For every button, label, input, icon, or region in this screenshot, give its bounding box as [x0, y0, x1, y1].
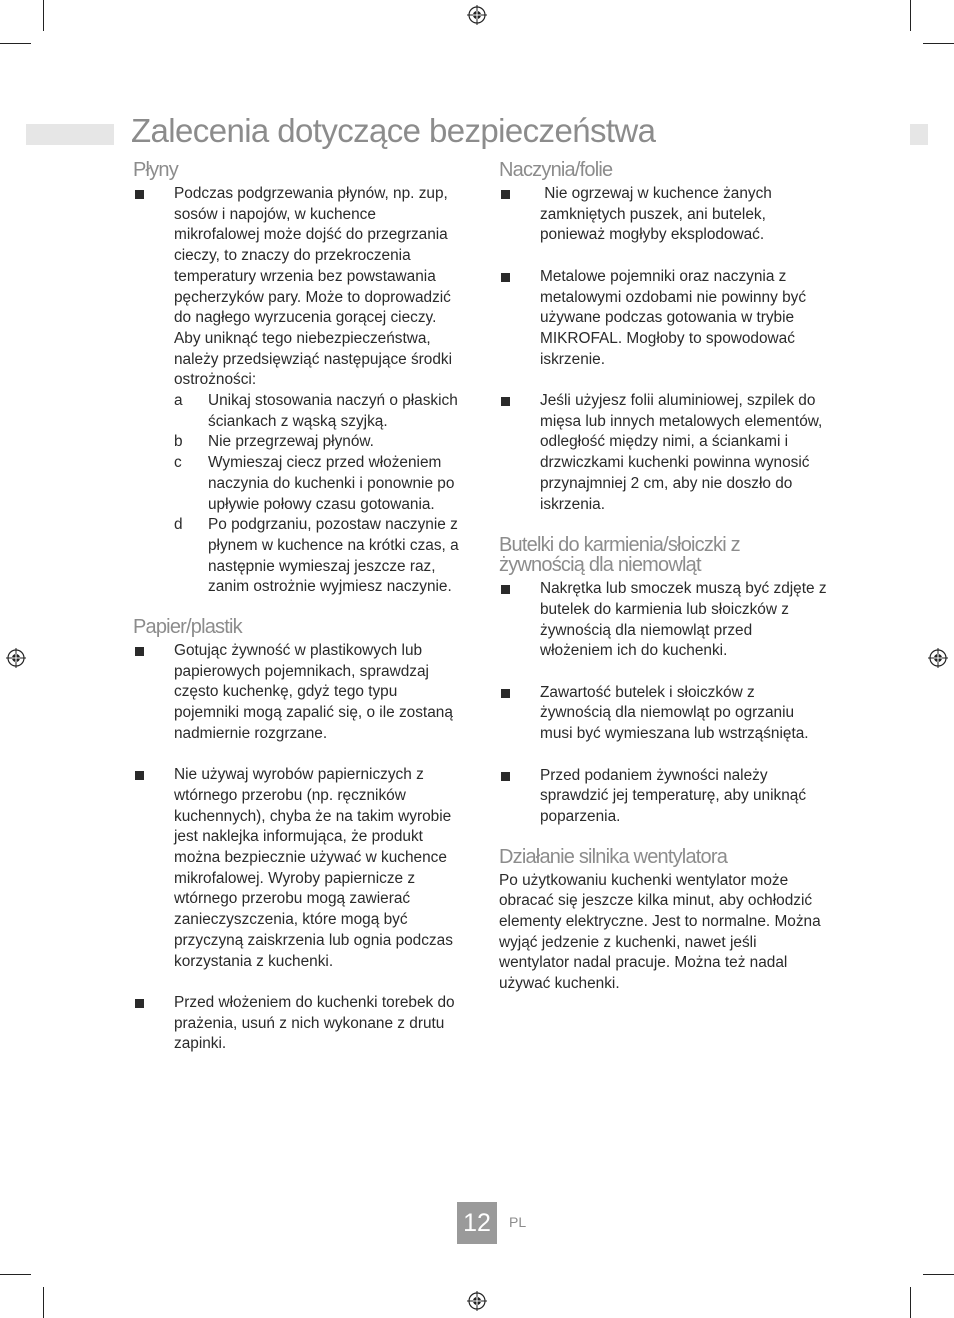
section-heading-papier: Papier/plastik — [133, 616, 242, 639]
bullet-square-icon — [501, 585, 510, 594]
bullet-square-icon — [135, 771, 144, 780]
bullet-text: Nie używaj wyrobów papierniczych z wtórnego przerobu (np. ręczników kuchennych), chyba że na takim wyrobie jest naklejka informująca, że produkt można bezpiecznie używać w kuchence mikrofalowej. Wyroby papiernicze z wtórnego przerobu mogą zawierać zanieczyszczenia, które mogą być przyczyną zaiskrzenia lub ognia podczas korzystania z kuchenki. — [174, 766, 453, 970]
crop-mark — [923, 43, 954, 44]
bullet-item — [133, 993, 463, 1055]
page-title: Zalecenia dotyczące bezpieczeństwa — [131, 112, 656, 149]
bullet-square-icon — [501, 689, 510, 698]
section-heading-naczynia: Naczynia/folie — [499, 159, 613, 181]
bullet-square-icon — [135, 647, 144, 656]
bullet-item — [133, 765, 463, 972]
bullet-square-icon — [135, 999, 144, 1008]
crop-mark — [910, 1287, 911, 1318]
sub-item — [174, 453, 463, 515]
registration-mark-icon — [6, 648, 26, 668]
crop-mark — [43, 0, 44, 31]
bullet-item — [499, 766, 829, 828]
bullet-text: Metalowe pojemniki oraz naczynia z metalowymi ozdobami nie powinny być używane podczas gotowania w trybie MIKROFAL. Mogłoby to spowodować iskrzenie. — [540, 267, 807, 368]
bullet-item — [499, 579, 829, 662]
title-bar-decoration — [910, 124, 928, 145]
page-number: 12 — [457, 1202, 497, 1244]
bullet-text: Jeśli użyjesz folii aluminiowej, szpilek do mięsa lub innych metalowych elementów, odległość między nimi, a ściankami i drzwiczkami kuchenki powinna wynosić przynajmniej 2 cm, aby nie doszło do iskrzenia. — [540, 392, 823, 513]
bullet-square-icon — [501, 190, 510, 199]
bullet-square-icon — [501, 397, 510, 406]
left-column — [133, 160, 463, 1055]
registration-mark-icon — [467, 5, 487, 25]
title-bar-decoration — [26, 124, 114, 145]
bullet-text: Przed włożeniem do kuchenki torebek do prażenia, usuń z nich wykonane z drutu zapinki. — [174, 993, 455, 1053]
bullet-item — [499, 683, 829, 745]
sub-item-text: Po podgrzaniu, pozostaw naczynie z płynem w kuchence na krótki czas, a następnie wymieszaj jeszcze raz, zanim ostrożnie wyjmiesz naczynie. — [208, 516, 459, 596]
bullet-item — [133, 184, 463, 598]
language-code: PL — [509, 1214, 527, 1230]
section-heading-butelki: Butelki do karmienia/słoiczki z żywnością dla niemowląt — [499, 534, 740, 577]
bullet-text: Gotując żywność w plastikowych lub papierowych pojemnikach, sprawdzaj często kuchenkę, gdyż tego typu pojemniki mogą zapalić się, o ile zostaną nadmiernie rozgrzane. — [174, 642, 453, 742]
section-heading-wentylator: Działanie silnika wentylatora — [499, 845, 728, 868]
bullet-item — [133, 641, 463, 745]
crop-mark — [910, 0, 911, 31]
bullet-item — [499, 391, 829, 515]
bullet-text: Zawartość butelek i słoiczków z żywnością dla niemowląt po ogrzaniu musi być wymieszana lub wstrząśnięta. — [540, 683, 809, 743]
crop-mark — [0, 43, 31, 44]
sub-item-text: Nie przegrzewaj płynów. — [208, 433, 374, 451]
bullet-item — [499, 184, 829, 246]
bullet-text: Podczas podgrzewania płynów, np. zup, sosów i napojów, w kuchence mikrofalowej może dojść do przegrzania cieczy, to znaczy do przekroczenia temperatury wrzenia bez powstawania pęcherzyków pary. Może to doprowadzić do nagłego wyrzucenia gorącej cieczy. Aby uniknąć tego niebezpieczeństwa, należy przedsięwziąć następujące środki ostrożności: — [174, 185, 453, 389]
crop-mark — [923, 1274, 954, 1275]
sub-item-letter: a — [174, 392, 183, 410]
bullet-text: Nakrętka lub smoczek muszą być zdjęte z butelek do karmienia lub słoiczków z żywnością dla niemowląt przed włożeniem ich do kuchenki. — [540, 580, 827, 660]
sub-item — [174, 432, 463, 453]
bullet-text: Nie ogrzewaj w kuchence żanych zamkniętych puszek, ani butelek, ponieważ mogłyby eksplodować. — [540, 185, 777, 244]
registration-mark-icon — [467, 1291, 487, 1311]
sub-item-text: Wymieszaj ciecz przed włożeniem naczynia do kuchenki i ponownie po upływie połowy czasu gotowania. — [208, 454, 455, 513]
paragraph: Po użytkowaniu kuchenki wentylator może obracać się jeszcze kilka minut, aby ochłodzić elementy elektryczne. Jest to normalne. Można wyjąć jedzenie z kuchenki, nawet jeśli wentylator nadal pracuje. Można też nadal używać kuchenki. — [499, 871, 821, 993]
right-column — [499, 160, 829, 995]
bullet-square-icon — [135, 190, 144, 199]
bullet-square-icon — [501, 273, 510, 282]
section-heading-plyny: Płyny — [133, 159, 178, 181]
bullet-item — [499, 267, 829, 371]
crop-mark — [43, 1287, 44, 1318]
sub-item — [174, 391, 463, 432]
registration-mark-icon — [928, 648, 948, 668]
sub-item-letter: b — [174, 433, 183, 451]
crop-mark — [0, 1274, 31, 1275]
sub-item-letter: d — [174, 516, 183, 534]
sub-item-text: Unikaj stosowania naczyń o płaskich ściankach z wąską szyjką. — [208, 392, 458, 430]
bullet-square-icon — [501, 772, 510, 781]
sub-item-letter: c — [174, 454, 182, 472]
bullet-text: Przed podaniem żywności należy sprawdzić jej temperaturę, aby uniknąć poparzenia. — [540, 766, 807, 825]
sub-item — [174, 515, 463, 598]
